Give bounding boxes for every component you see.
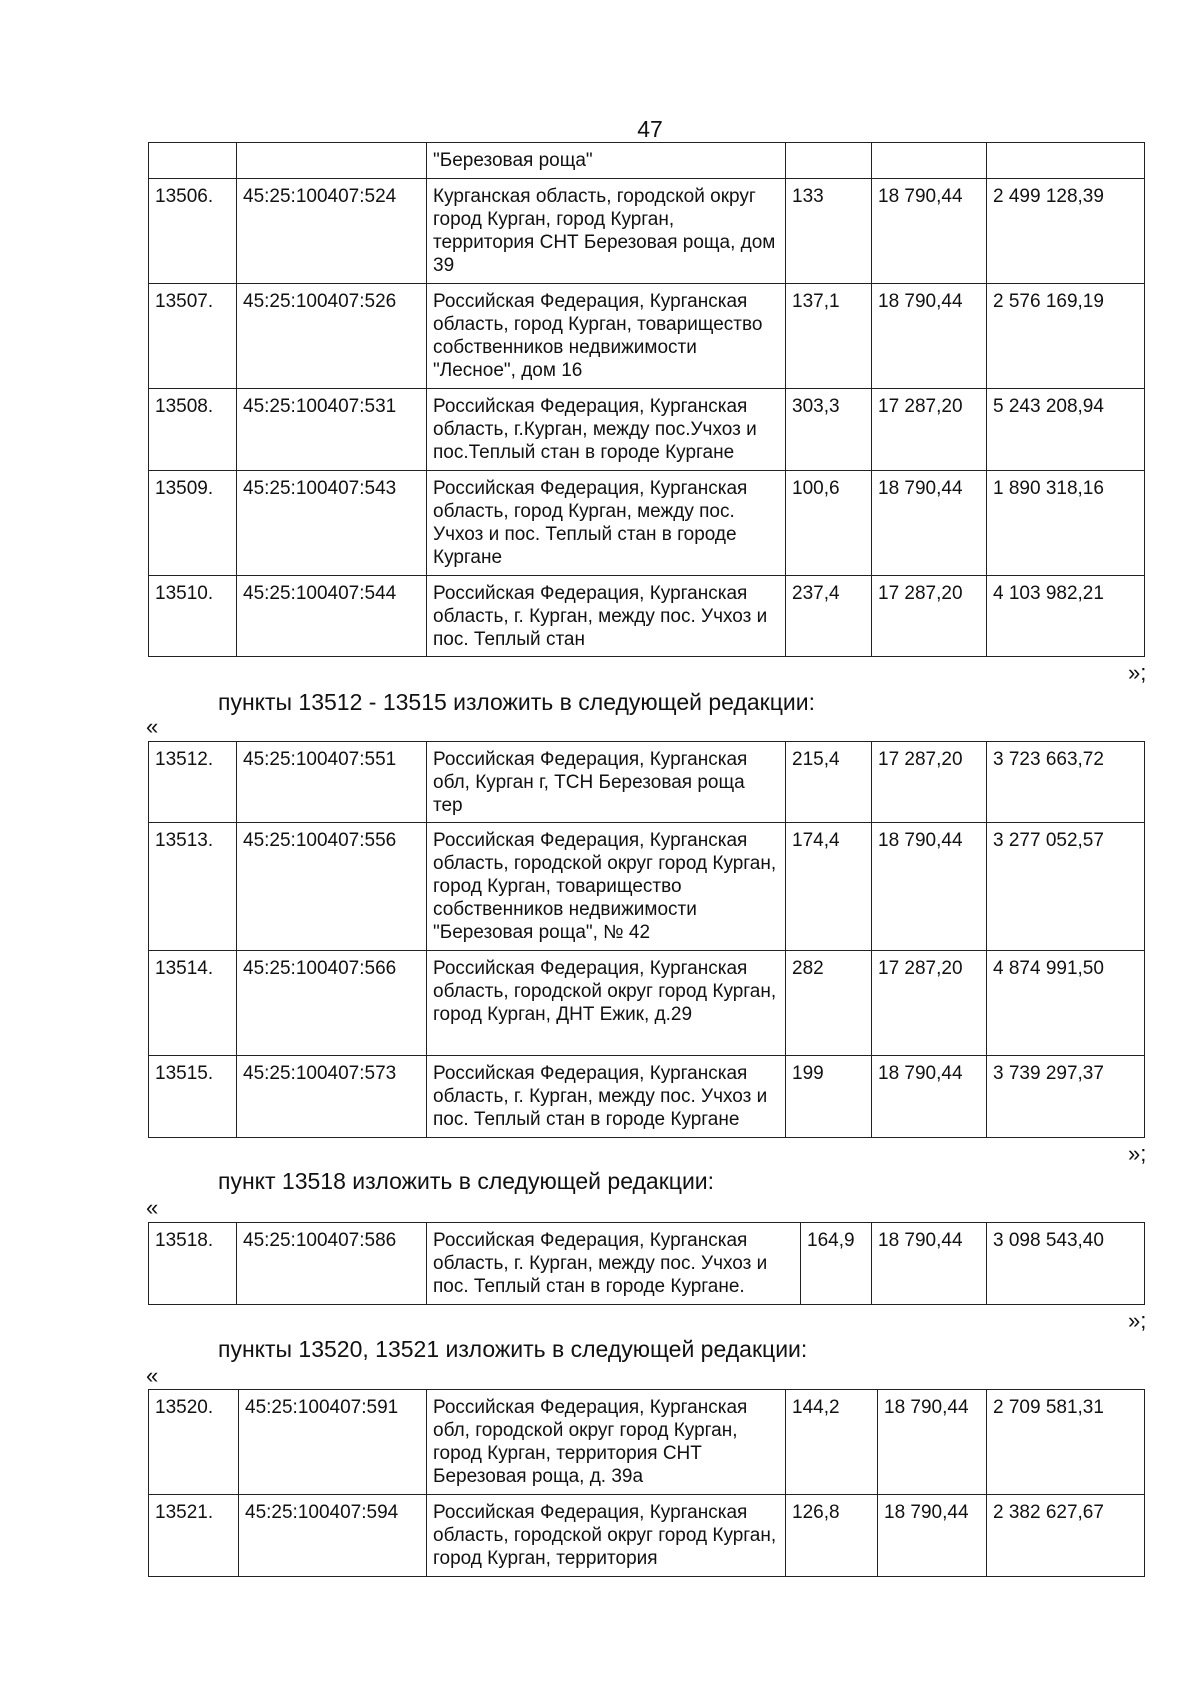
table-row bbox=[149, 823, 1145, 951]
table-row bbox=[149, 576, 1145, 657]
row-number: 13512. bbox=[149, 742, 237, 823]
cadastral-value bbox=[987, 143, 1145, 179]
cadastral-number: 45:25:100407:556 bbox=[237, 823, 427, 951]
property-address: Российская Федерация, Курганская область, городской округ город Курган, город Курган, территория bbox=[427, 1495, 786, 1577]
row-number: 13507. bbox=[149, 284, 237, 389]
table-row bbox=[149, 742, 1145, 823]
table-row bbox=[149, 1390, 1145, 1495]
cadastral-number: 45:25:100407:543 bbox=[237, 471, 427, 576]
area-value: 164,9 bbox=[801, 1223, 872, 1305]
row-number: 13520. bbox=[149, 1390, 239, 1495]
closing-quote: »; bbox=[1128, 1141, 1147, 1166]
property-address: Российская Федерация, Курганская область, г. Курган, между пос. Учхоз и пос. Теплый стан в городе Кургане bbox=[427, 1056, 786, 1138]
opening-quote: « bbox=[146, 1195, 159, 1220]
property-address: Российская Федерация, Курганская область, городской округ город Курган, город Курган, товарищество собственников недвижимости "Березовая роща", № 42 bbox=[427, 823, 786, 951]
cadastral-number: 45:25:100407:544 bbox=[237, 576, 427, 657]
table-row bbox=[149, 1056, 1145, 1138]
cadastral-value: 3 723 663,72 bbox=[987, 742, 1145, 823]
unit-price: 17 287,20 bbox=[872, 742, 987, 823]
property-address: Российская Федерация, Курганская область, г. Курган, между пос. Учхоз и пос. Теплый стан bbox=[427, 576, 786, 657]
unit-price: 18 790,44 bbox=[878, 1390, 987, 1495]
cadastral-number: 45:25:100407:551 bbox=[237, 742, 427, 823]
row-number: 13509. bbox=[149, 471, 237, 576]
area-value: 303,3 bbox=[786, 389, 872, 471]
property-table bbox=[148, 1222, 1145, 1305]
row-number: 13506. bbox=[149, 179, 237, 284]
area-value: 237,4 bbox=[786, 576, 872, 657]
amendment-paragraph: пункты 13512 - 13515 изложить в следующей редакции: bbox=[218, 689, 815, 715]
row-number: 13518. bbox=[149, 1223, 237, 1305]
cadastral-value: 4 874 991,50 bbox=[987, 951, 1145, 1056]
area-value: 100,6 bbox=[786, 471, 872, 576]
unit-price: 18 790,44 bbox=[872, 471, 987, 576]
cadastral-value: 3 098 543,40 bbox=[987, 1223, 1145, 1305]
property-address: "Березовая роща" bbox=[427, 143, 786, 179]
area-value: 282 bbox=[786, 951, 872, 1056]
property-address: Курганская область, городской округ город Курган, город Курган, территория СНТ Березовая роща, дом 39 bbox=[427, 179, 786, 284]
amendment-paragraph: пункт 13518 изложить в следующей редакции: bbox=[218, 1168, 715, 1194]
opening-quote: « bbox=[146, 714, 159, 739]
unit-price: 18 790,44 bbox=[872, 1223, 987, 1305]
unit-price: 18 790,44 bbox=[872, 179, 987, 284]
table-row bbox=[149, 389, 1145, 471]
cadastral-value: 2 382 627,67 bbox=[987, 1495, 1145, 1577]
table-row bbox=[149, 471, 1145, 576]
property-address: Российская Федерация, Курганская область, город Курган, между пос. Учхоз и пос. Теплый стан в городе Кургане bbox=[427, 471, 786, 576]
table-row bbox=[149, 1495, 1145, 1577]
cadastral-value: 4 103 982,21 bbox=[987, 576, 1145, 657]
area-value: 126,8 bbox=[786, 1495, 878, 1577]
cadastral-number: 45:25:100407:573 bbox=[237, 1056, 427, 1138]
property-table bbox=[148, 1389, 1145, 1577]
closing-quote: »; bbox=[1128, 1308, 1147, 1333]
cadastral-value: 5 243 208,94 bbox=[987, 389, 1145, 471]
cadastral-number: 45:25:100407:566 bbox=[237, 951, 427, 1056]
cadastral-number: 45:25:100407:526 bbox=[237, 284, 427, 389]
cadastral-value: 2 576 169,19 bbox=[987, 284, 1145, 389]
row-number bbox=[149, 143, 237, 179]
area-value: 144,2 bbox=[786, 1390, 878, 1495]
unit-price: 18 790,44 bbox=[872, 284, 987, 389]
property-address: Российская Федерация, Курганская область, г. Курган, между пос. Учхоз и пос. Теплый стан в городе Кургане. bbox=[427, 1223, 801, 1305]
unit-price: 17 287,20 bbox=[872, 576, 987, 657]
unit-price bbox=[872, 143, 987, 179]
closing-quote: »; bbox=[1128, 660, 1147, 685]
cadastral-value: 2 709 581,31 bbox=[987, 1390, 1145, 1495]
cadastral-number: 45:25:100407:591 bbox=[239, 1390, 427, 1495]
property-address: Российская Федерация, Курганская область, г.Курган, между пос.Учхоз и пос.Теплый стан в городе Кургане bbox=[427, 389, 786, 471]
area-value: 137,1 bbox=[786, 284, 872, 389]
table-row bbox=[149, 284, 1145, 389]
cadastral-value: 1 890 318,16 bbox=[987, 471, 1145, 576]
cadastral-number: 45:25:100407:524 bbox=[237, 179, 427, 284]
table-row bbox=[149, 143, 1145, 179]
unit-price: 18 790,44 bbox=[872, 1056, 987, 1138]
cadastral-value: 3 739 297,37 bbox=[987, 1056, 1145, 1138]
unit-price: 18 790,44 bbox=[878, 1495, 987, 1577]
unit-price: 17 287,20 bbox=[872, 951, 987, 1056]
cadastral-number bbox=[237, 143, 427, 179]
row-number: 13514. bbox=[149, 951, 237, 1056]
table-row bbox=[149, 951, 1145, 1056]
area-value: 215,4 bbox=[786, 742, 872, 823]
opening-quote: « bbox=[146, 1363, 159, 1388]
area-value: 199 bbox=[786, 1056, 872, 1138]
cadastral-number: 45:25:100407:586 bbox=[237, 1223, 427, 1305]
cadastral-value: 3 277 052,57 bbox=[987, 823, 1145, 951]
table-row bbox=[149, 179, 1145, 284]
property-address: Российская Федерация, Курганская область, город Курган, товарищество собственников недвижимости "Лесное", дом 16 bbox=[427, 284, 786, 389]
table-row bbox=[149, 1223, 1145, 1305]
property-table bbox=[148, 741, 1145, 1138]
property-address: Российская Федерация, Курганская обл, городской округ город Курган, город Курган, территория СНТ Березовая роща, д. 39а bbox=[427, 1390, 786, 1495]
cadastral-number: 45:25:100407:531 bbox=[237, 389, 427, 471]
unit-price: 18 790,44 bbox=[872, 823, 987, 951]
area-value: 133 bbox=[786, 179, 872, 284]
cadastral-number: 45:25:100407:594 bbox=[239, 1495, 427, 1577]
property-address: Российская Федерация, Курганская обл, Курган г, ТСН Березовая роща тер bbox=[427, 742, 786, 823]
row-number: 13521. bbox=[149, 1495, 239, 1577]
amendment-paragraph: пункты 13520, 13521 изложить в следующей редакции: bbox=[218, 1336, 808, 1362]
row-number: 13515. bbox=[149, 1056, 237, 1138]
property-table bbox=[148, 142, 1145, 657]
row-number: 13508. bbox=[149, 389, 237, 471]
cadastral-value: 2 499 128,39 bbox=[987, 179, 1145, 284]
area-value: 174,4 bbox=[786, 823, 872, 951]
property-address: Российская Федерация, Курганская область, городской округ город Курган, город Курган, ДНТ Ежик, д.29 bbox=[427, 951, 786, 1056]
row-number: 13510. bbox=[149, 576, 237, 657]
unit-price: 17 287,20 bbox=[872, 389, 987, 471]
area-value bbox=[786, 143, 872, 179]
page-number: 47 bbox=[637, 116, 663, 142]
row-number: 13513. bbox=[149, 823, 237, 951]
